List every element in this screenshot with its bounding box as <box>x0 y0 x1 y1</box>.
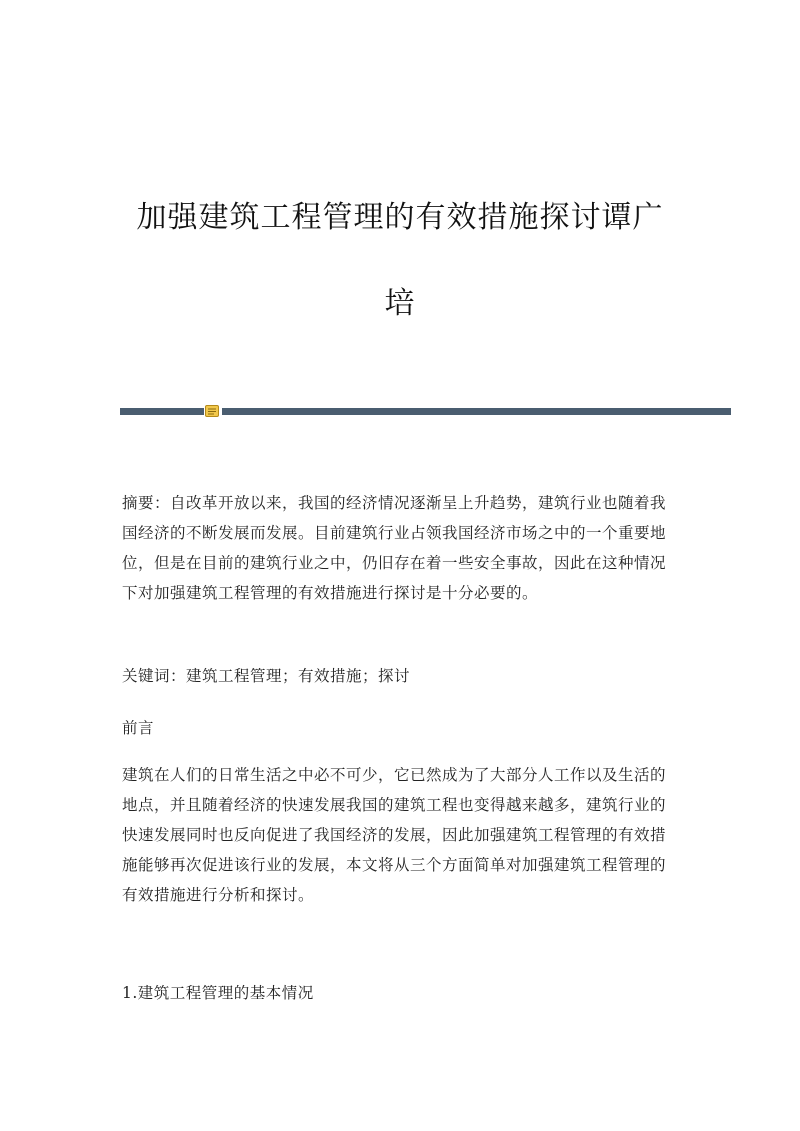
intro-line: 建筑在人们的日常生活之中必不可少，它已然成为了大部分人工作以及生活的 <box>122 766 667 784</box>
abstract-line: 位，但是在目前的建筑行业之中，仍旧存在着一些安全事故，因此在这种情况 <box>122 554 667 572</box>
intro-line: 地点，并且随着经济的快速发展我国的建筑工程也变得越来越多，建筑行业的 <box>122 796 667 814</box>
document-icon <box>205 405 219 417</box>
document-title-line-2: 培 <box>384 286 416 321</box>
divider-rule-right <box>222 408 731 415</box>
abstract-line: 国经济的不断发展而发展。目前建筑行业占领我国经济市场之中的一个重要地 <box>122 524 667 542</box>
intro-line: 施能够再次促进该行业的发展，本文将从三个方面简单对加强建筑工程管理的 <box>122 856 667 874</box>
abstract-line: 下对加强建筑工程管理的有效措施进行探讨是十分必要的。 <box>122 584 539 602</box>
document-title-line-1: 加强建筑工程管理的有效措施探讨谭广 <box>136 200 664 235</box>
intro-line: 快速发展同时也反向促进了我国经济的发展，因此加强建筑工程管理的有效措 <box>122 826 667 844</box>
preface-heading: 前言 <box>122 719 155 737</box>
section-1-heading: 1.建筑工程管理的基本情况 <box>122 984 314 1002</box>
abstract-line: 摘要：自改革开放以来，我国的经济情况逐渐呈上升趋势，建筑行业也随着我 <box>122 494 667 512</box>
abstract-paragraph <box>122 488 682 608</box>
divider-rule-left <box>120 408 204 415</box>
intro-paragraph <box>122 760 682 910</box>
intro-line: 有效措施进行分析和探讨。 <box>122 886 315 904</box>
keywords-line: 关键词：建筑工程管理；有效措施；探讨 <box>122 667 411 685</box>
